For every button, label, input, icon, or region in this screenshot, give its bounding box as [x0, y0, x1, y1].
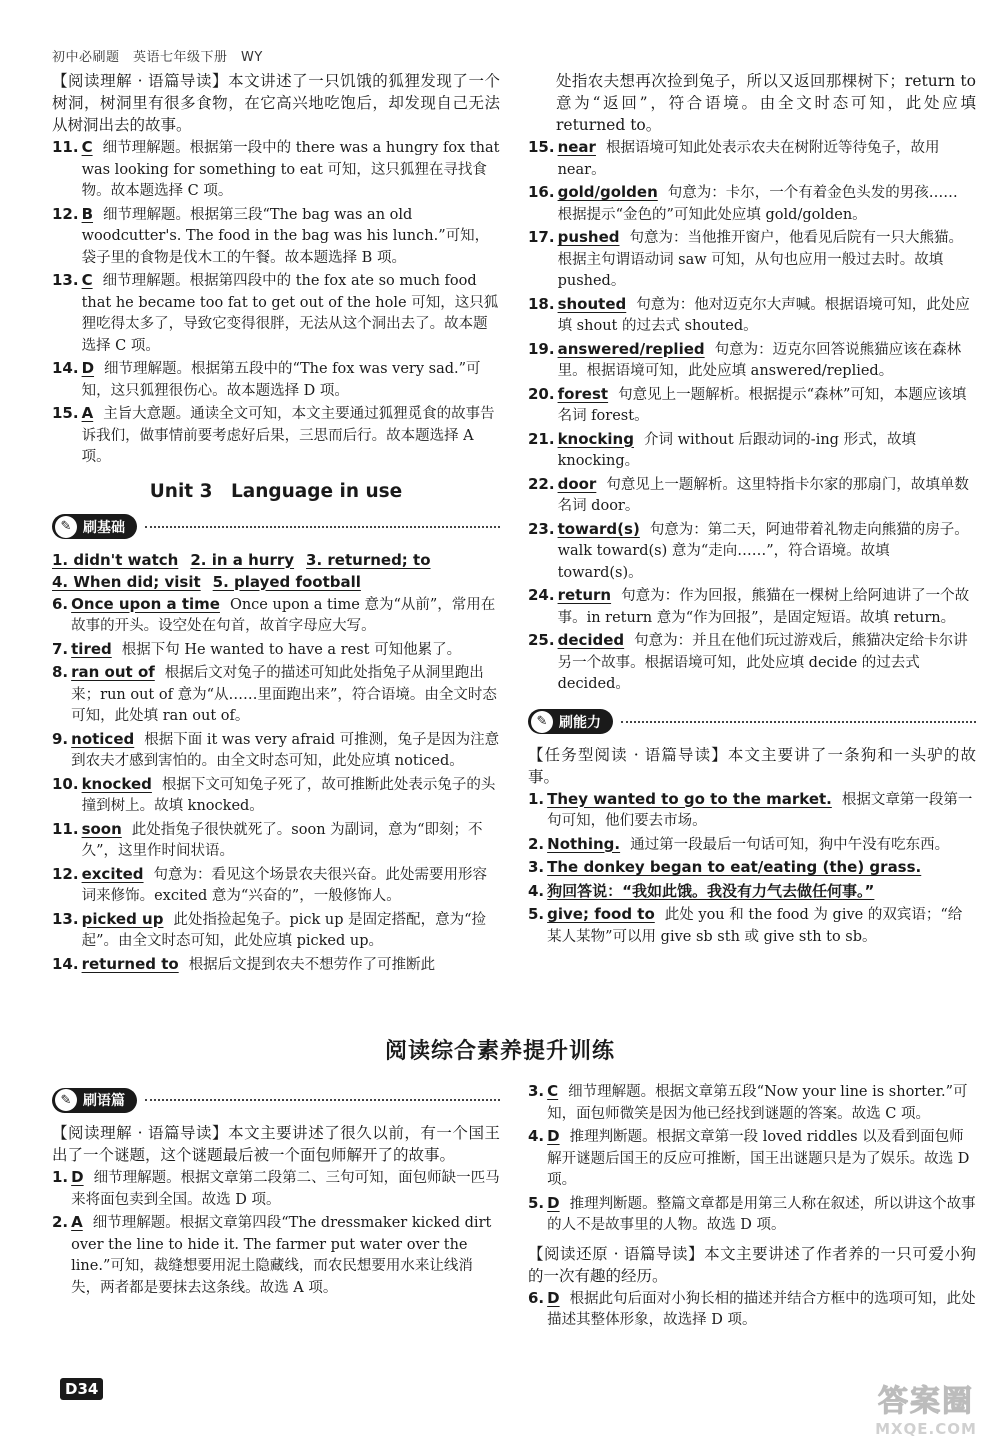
item-explanation: 细节理解题。根据第三段“The bag was an old woodcutter's. The food in the bag was his lunch.”可知，袋子里的食物是伐木工的午餐。故本题选择 B 项。 [81, 206, 490, 266]
item-answer: D [71, 1168, 84, 1186]
item-explanation: 介词 without 后跟动词的-ing 形式，故填 knocking。 [557, 431, 917, 469]
answer-item [528, 857, 976, 880]
short-answer: 2. in a hurry [190, 550, 295, 569]
item-explanation: 此处指兔子很快就死了。soon 为副词，意为“即刻；不久”，这里作时间状语。 [81, 821, 483, 859]
short-answer: 1. didn't watch [52, 550, 179, 569]
answer-item [528, 834, 976, 857]
item-number: 25. [528, 631, 555, 649]
short-answer: 5. played football [212, 572, 361, 591]
item-answer: A [71, 1213, 83, 1231]
answer-item [52, 954, 500, 977]
answer-item [528, 1081, 976, 1125]
item-number: 1. [528, 789, 545, 808]
answer-item [52, 864, 500, 908]
badge-label: 刷语篇 [83, 1093, 125, 1109]
pencil-icon: ✎ [55, 1089, 77, 1111]
right-column [528, 70, 976, 948]
answer-list [52, 1167, 500, 1299]
answer-item [52, 594, 500, 638]
item-body [82, 954, 500, 977]
item-explanation: 句意为：并且在他们玩过游戏后，熊猫决定给卡尔讲另一个故事。根据语境可知，此处应填 decide 的过去式 decided。 [557, 633, 968, 692]
item-explanation: 根据后文对兔子的描述可知此处指兔子从洞里跑出来；run out of 意为“从……里面跑出来”，符合语境。由全文时态可知，此处填 ran out of。 [71, 665, 497, 724]
answer-item [528, 585, 976, 629]
item-body [547, 789, 976, 833]
item-explanation: 根据文章第一段第一句可知，他们要去市场。 [547, 791, 973, 829]
badge-label: 刷基础 [83, 519, 125, 536]
item-number: 13. [52, 909, 79, 928]
item-answer: knocking [557, 429, 634, 448]
item-explanation: 细节理解题。根据文章第二段第二、三句可知，面包师缺一匹马来将面包卖到全国。故选 D 项。 [71, 1170, 500, 1208]
item-number: 5. [528, 905, 545, 923]
item-answer: Nothing. [547, 834, 621, 853]
answer-item [528, 1288, 976, 1332]
ability-badge [528, 709, 613, 734]
item-body [82, 864, 500, 908]
answer-item [52, 1212, 500, 1299]
item-answer: give; food to [547, 905, 655, 923]
item-explanation: 根据此句后面对小狗长相的描述并结合方框中的选项可知，此处描述其整体形象，故选择 D 项。 [547, 1290, 976, 1328]
item-number: 14. [52, 954, 79, 973]
item-answer: returned to [81, 954, 179, 973]
item-explanation: 细节理解题。根据第一段中的 there was a hungry fox that was looking for something to eat 可知，这只狐狸在寻找食物。故本题选择 C 项。 [81, 140, 500, 199]
item-body [82, 909, 500, 953]
item-explanation: 通过第一段最后一句话可知，狗中午没有吃东西。 [630, 836, 950, 853]
item-number: 14. [52, 359, 79, 377]
item-body [547, 904, 976, 948]
answer-item [52, 774, 500, 818]
item-answer: 狗回答说：“我如此饿。我没有力气去做任何事。” [547, 881, 875, 900]
answer-item [52, 662, 500, 728]
passage-intro: 【阅读理解 · 语篇导读】本文主要讲述了很久以前，有一个国王出了一个谜题，这个谜题最后被一个面包师解开了的故事。 [52, 1124, 500, 1164]
basic-badge [52, 514, 137, 539]
item-body [82, 358, 500, 402]
item-number: 13. [52, 271, 79, 289]
item-explanation: 句意为：他对迈克尔大声喊。根据语境可知，此处应填 shout 的过去式 shouted。 [557, 296, 970, 334]
item-body [82, 137, 500, 203]
item-explanation: 句意为：迈克尔回答说熊猫应该在森林里。根据语境可知，此处应填 answered/replied。 [557, 341, 962, 379]
reading-intro: 【阅读理解 · 语篇导读】本文讲述了一只饥饿的狐狸发现了一个树洞，树洞里有很多食物，在它高兴地吃饱后，却发现自己无法从树洞出去的故事。 [52, 72, 500, 134]
ability-badge-row [528, 706, 976, 738]
item-answer: D [547, 1127, 560, 1145]
watermark-text: 答案圈 [878, 1384, 974, 1419]
item-number: 23. [528, 519, 555, 538]
item-number: 11. [52, 819, 79, 838]
pencil-icon: ✎ [55, 516, 77, 538]
short-answers-line-1 [52, 549, 500, 571]
answer-item [528, 519, 976, 585]
item-explanation: 细节理解题。根据第五段中的“The fox was very sad.”可知，这只狐狸很伤心。故本题选择 D 项。 [81, 361, 481, 399]
basic-badge-row [52, 511, 500, 543]
item-body [82, 403, 500, 469]
item-explanation: 句意为：看见这个场景农夫很兴奋。此处需要用形容词来修饰。excited 意为“兴奋的”，一般修饰人。 [81, 866, 488, 904]
item-body [558, 630, 976, 696]
short-answers-line-2 [52, 571, 500, 593]
item-answer: decided [557, 631, 625, 649]
item-number: 7. [52, 639, 69, 658]
item-explanation: 句意为：作为回报，熊猫在一棵树上给阿迪讲了一个故事。in return 意为“作为回报”，是固定短语。故填 return。 [557, 588, 970, 626]
item-explanation: 此处指捡起兔子。pick up 是固定搭配，意为“捡起”。由全文时态可知，此处应填 picked up。 [81, 911, 487, 949]
item-number: 12. [52, 204, 79, 223]
item-number: 15. [528, 138, 555, 156]
item-answer: C [81, 271, 93, 289]
item-body [547, 881, 976, 904]
item-number: 10. [52, 774, 79, 793]
item-body [558, 384, 976, 428]
passage-intro-2: 【阅读还原 · 语篇导读】本文主要讲述了作者养的一只可爱小狗的一次有趣的经历。 [528, 1244, 976, 1285]
item-body [547, 1126, 976, 1192]
answer-item [528, 904, 976, 948]
item-answer: near [557, 138, 596, 156]
item-number: 4. [528, 1127, 545, 1145]
item-number: 4. [528, 881, 545, 900]
item-answer: gold/golden [557, 183, 658, 201]
answer-item [528, 384, 976, 428]
answer-item [528, 339, 976, 383]
item-answer: shouted [557, 294, 627, 313]
item-number: 8. [52, 663, 69, 681]
item-number: 24. [528, 586, 555, 604]
divider [145, 1099, 500, 1101]
item-number: 2. [52, 1213, 69, 1231]
item-body [547, 1193, 976, 1237]
badge-label: 刷能力 [559, 714, 601, 731]
answer-item [528, 182, 976, 226]
item-body [71, 1212, 500, 1299]
item-number: 11. [52, 138, 79, 156]
passage-badge-row [52, 1084, 500, 1116]
item-body [82, 819, 500, 863]
item-number: 5. [528, 1193, 545, 1212]
short-answer: 4. When did; visit [52, 572, 201, 591]
item-explanation: 推理判断题。整篇文章都是用第三人称在叙述，所以讲这个故事的人不是故事里的人物。故选 D 项。 [547, 1195, 976, 1233]
item-body [71, 1167, 500, 1211]
unit-title: Unit 3 Language in use [149, 480, 403, 502]
item-answer: excited [81, 864, 144, 883]
item-explanation: 根据后文提到农夫不想劳作了可推断此 [188, 956, 436, 973]
item-answer: picked up [81, 909, 164, 928]
item-answer: forest [557, 384, 609, 403]
answer-list [528, 137, 976, 696]
item-number: 2. [528, 834, 545, 853]
answer-item [52, 729, 500, 773]
item-answer: return [557, 586, 612, 604]
item-number: 21. [528, 429, 555, 448]
answer-item [52, 270, 500, 357]
answer-item [528, 630, 976, 696]
short-answer: 3. returned; to [306, 550, 431, 569]
item-explanation: 推理判断题。根据文章第一段 loved riddles 以及看到面包师解开谜题后国王的反应可推断，国王出谜题只是为了娱乐。故选 D 项。 [547, 1129, 970, 1188]
item-number: 3. [528, 1082, 545, 1100]
item-explanation: 句意见上一题解析。这里特指卡尔家的那扇门，故填单数名词 door。 [557, 476, 969, 514]
passage-badge [52, 1088, 137, 1113]
answer-item [52, 358, 500, 402]
item-body [558, 227, 976, 293]
answer-item [528, 137, 976, 181]
item-explanation: 根据下句 He wanted to have a rest 可知他累了。 [121, 641, 462, 658]
answer-item [52, 819, 500, 863]
watermark-logo [866, 1376, 986, 1442]
item-answer: B [81, 204, 94, 223]
item-body [71, 729, 500, 773]
item-body [558, 474, 976, 518]
item-body [547, 857, 976, 880]
item-body [558, 585, 976, 629]
item-explanation: 此处 you 和 the food 为 give 的双宾语；“给某人某物”可以用 give sb sth 或 give sth to sb。 [547, 907, 963, 945]
item-number: 20. [528, 384, 555, 403]
item-body [82, 204, 500, 270]
item-explanation: 句意见上一题解析。根据提示“森林”可知，本题应该填名词 forest。 [557, 386, 967, 424]
item-explanation: 根据语境可知此处表示农夫在树附近等待兔子，故用 near。 [557, 140, 940, 178]
continued-explanation: 处指农夫想再次捡到兔子，所以又返回那棵树下；return to 意为“返回”，符合语境。由全文时态可知，此处应填 returned to。 [556, 72, 976, 134]
item-explanation: 细节理解题。根据文章第四段“The dressmaker kicked dirt over the line to hide it. The farmer put water over the line.”可知，裁缝想要用泥土隐藏线，而农民想要用水来让线消失，两者都是要抹去这条线。故选 A 项。 [71, 1215, 492, 1296]
item-answer: The donkey began to eat/eating (the) grass. [547, 858, 922, 876]
item-number: 16. [528, 183, 555, 201]
left-column [52, 70, 500, 976]
section-title: 阅读综合素养提升训练 [384, 1039, 615, 1064]
basic-answer-list [52, 594, 500, 977]
item-number: 17. [528, 228, 555, 246]
item-answer: Once upon a time [71, 594, 220, 613]
item-answer: answered/replied [557, 339, 705, 358]
item-body [547, 1081, 976, 1125]
item-answer: knocked [81, 774, 152, 793]
page-number: D34 [60, 1378, 103, 1400]
item-number: 12. [52, 864, 79, 883]
item-answer: D [547, 1193, 560, 1212]
item-answer: C [547, 1082, 559, 1100]
answer-item [52, 1167, 500, 1211]
item-explanation: 根据下文可知兔子死了，故可推断此处表示兔子的头撞到树上。故填 knocked。 [81, 776, 496, 814]
answer-item [52, 403, 500, 469]
item-number: 22. [528, 474, 555, 493]
running-header: 初中必刷题 英语七年级下册 WY [52, 50, 263, 65]
answer-item [528, 1193, 976, 1237]
item-number: 3. [528, 858, 545, 876]
item-body [558, 294, 976, 338]
item-answer: C [81, 138, 93, 156]
item-explanation: 根据下面 it was very afraid 可推测，兔子是因为注意到农夫才感到害怕的。由全文时态可知，此处应填 noticed。 [71, 731, 500, 769]
item-explanation: Once upon a time 意为“从前”，常用在故事的开头。设空处在句首，故首字母应大写。 [71, 596, 496, 634]
pencil-icon: ✎ [531, 711, 553, 733]
item-explanation: 细节理解题。根据第四段中的 the fox ate so much food that he became too fat to get out of the hole 可知，这只狐狸吃得太多了，导致它变得很胖，无法从这个洞出去了。故本题选择 C 项。 [81, 273, 499, 354]
answer-list [528, 1081, 976, 1237]
item-answer: pushed [557, 228, 620, 246]
answer-item [528, 429, 976, 473]
answer-list [528, 1288, 976, 1332]
item-body [547, 1288, 976, 1332]
lower-left-column [52, 1080, 500, 1299]
item-body [71, 662, 500, 728]
answer-item [52, 204, 500, 270]
answer-item [528, 1126, 976, 1192]
item-explanation: 主旨大意题。通读全文可知，本文主要通过狐狸觅食的故事告诉我们，做事情前要考虑好后果，三思而后行。故本题选择 A 项。 [81, 406, 495, 465]
answer-item [528, 881, 976, 904]
watermark-url: MXQE.COM [875, 1420, 977, 1438]
item-body [71, 639, 500, 662]
item-number: 1. [52, 1168, 69, 1186]
item-explanation: 句意为：当他推开窗户，他看见后院有一只大熊猫。根据主句谓语动词 saw 可知，从句也应用一般过去时。故填 pushed。 [557, 230, 964, 289]
answer-item [528, 789, 976, 833]
answer-list [52, 137, 500, 469]
item-body [558, 137, 976, 181]
item-body [71, 594, 500, 638]
item-explanation: 细节理解题。根据文章第五段“Now your line is shorter.”可知，面包师微笑是因为他已经找到谜题的答案。故选 C 项。 [547, 1084, 968, 1122]
item-answer: noticed [71, 729, 135, 748]
item-body [558, 339, 976, 383]
lower-right-column [528, 1080, 976, 1332]
answer-item [52, 639, 500, 662]
item-body [558, 182, 976, 226]
item-answer: tired [71, 639, 112, 658]
item-number: 9. [52, 729, 69, 748]
item-body [558, 429, 976, 473]
item-answer: D [547, 1288, 560, 1307]
item-explanation: 句意为：卡尔，一个有着金色头发的男孩…… 根据提示“金色的”可知此处应填 gold/golden。 [557, 185, 958, 223]
item-body [558, 519, 976, 585]
answer-item [528, 474, 976, 518]
item-number: 19. [528, 339, 555, 358]
item-body [547, 834, 976, 857]
item-body [82, 774, 500, 818]
item-number: 6. [528, 1288, 545, 1307]
answer-item [528, 294, 976, 338]
answer-item [528, 227, 976, 293]
item-explanation: 句意为：第二天，阿迪带着礼物走向熊猫的房子。walk toward(s) 意为“走向……”，符合语境。故填 toward(s)。 [557, 521, 969, 581]
item-answer: toward(s) [557, 519, 640, 538]
answer-item [52, 137, 500, 203]
item-answer: They wanted to go to the market. [547, 789, 832, 808]
divider [621, 721, 976, 723]
item-answer: A [81, 404, 94, 422]
item-answer: ran out of [71, 663, 155, 681]
item-answer: D [81, 359, 95, 377]
item-answer: soon [81, 819, 122, 838]
task-reading-intro: 【任务型阅读 · 语篇导读】本文主要讲了一条狗和一头驴的故事。 [528, 745, 976, 786]
item-number: 6. [52, 594, 69, 613]
item-body [82, 270, 500, 357]
divider [145, 526, 500, 528]
item-number: 15. [52, 404, 79, 422]
item-answer: door [557, 474, 597, 493]
item-number: 18. [528, 294, 555, 313]
answer-item [52, 909, 500, 953]
ability-answer-list [528, 789, 976, 949]
